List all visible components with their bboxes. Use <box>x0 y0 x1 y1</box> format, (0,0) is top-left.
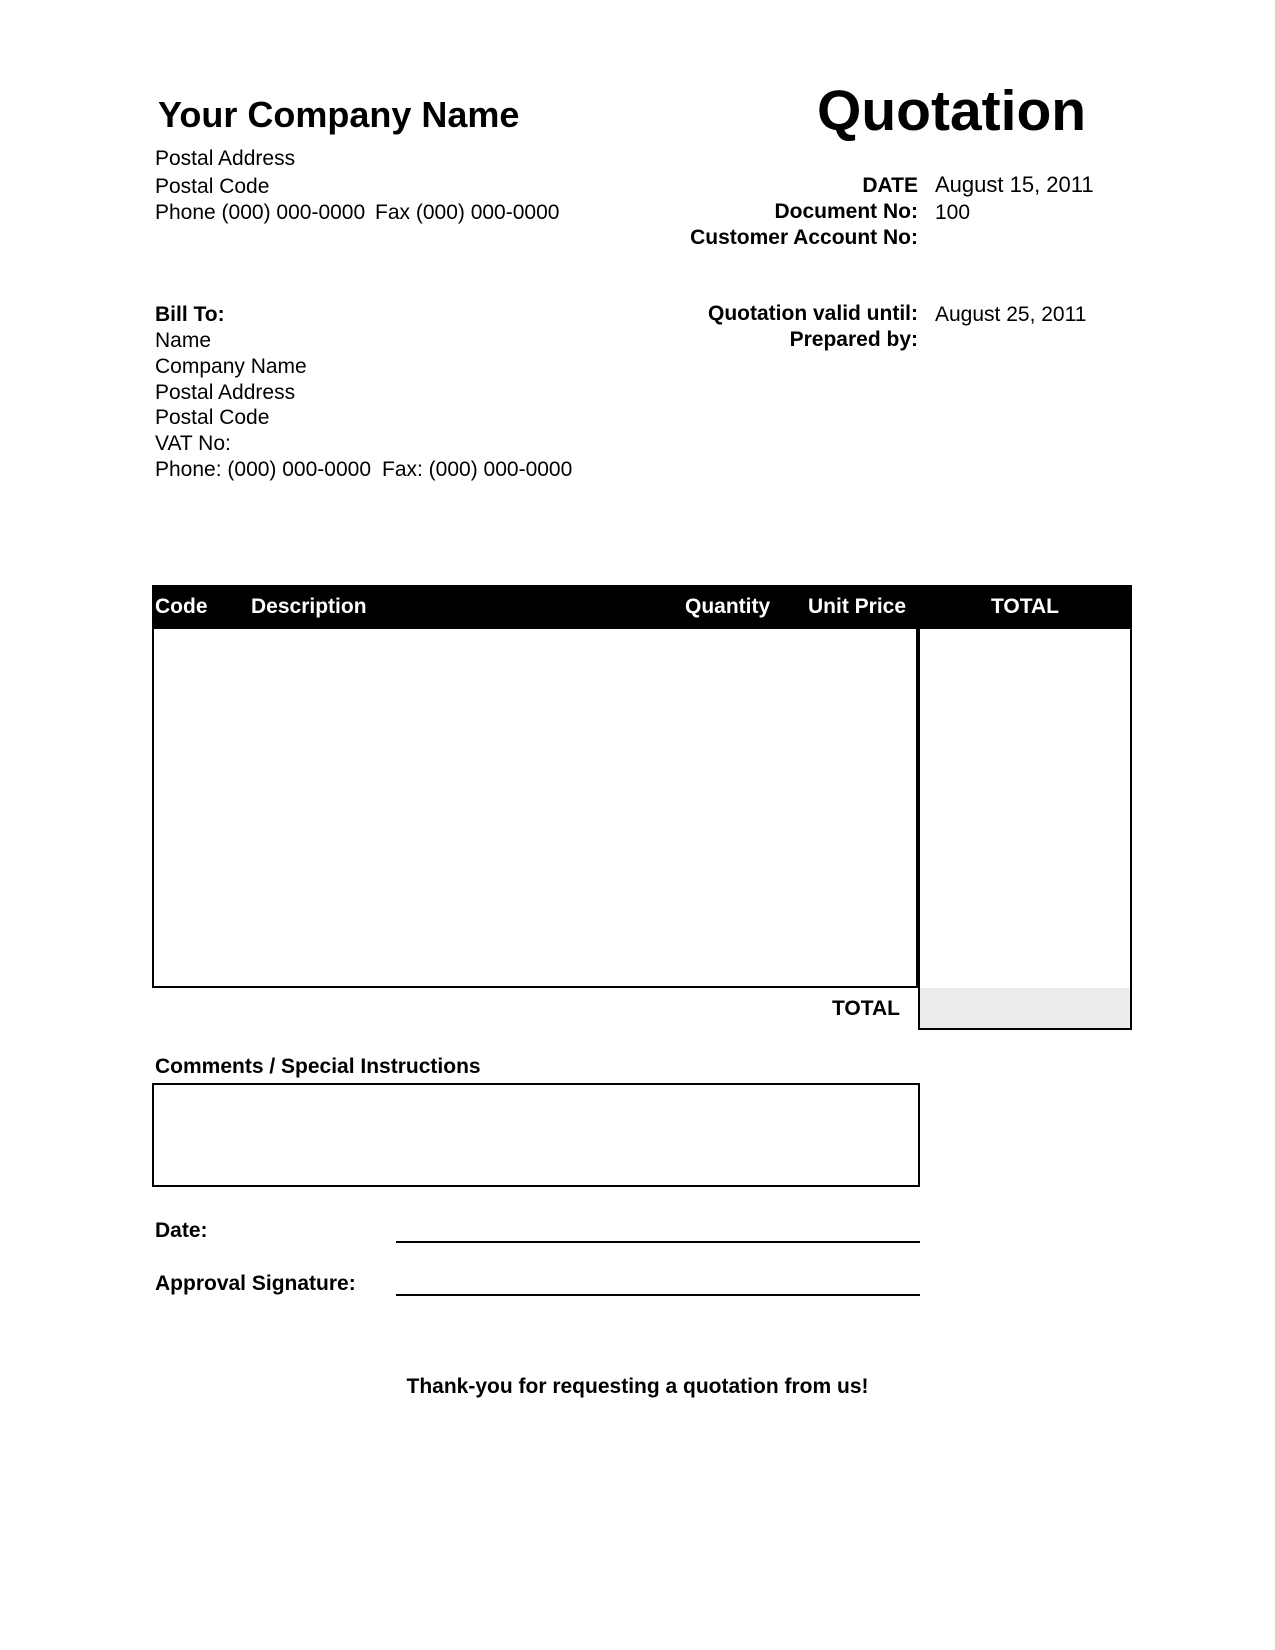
bill-to-company-name: Company Name <box>155 355 307 378</box>
thank-you-message: Thank-you for requesting a quotation from us! <box>406 1375 869 1398</box>
bill-to-postal-code: Postal Code <box>155 406 270 429</box>
company-postal-code: Postal Code <box>155 175 270 198</box>
document-no-value: 100 <box>935 201 971 224</box>
date-label: DATE <box>862 174 918 197</box>
approval-signature-label: Approval Signature: <box>155 1272 356 1295</box>
comments-box[interactable] <box>152 1083 920 1187</box>
comments-heading: Comments / Special Instructions <box>155 1055 481 1078</box>
grand-total-cell[interactable] <box>918 988 1132 1030</box>
approval-date-label: Date: <box>155 1219 208 1242</box>
date-value: August 15, 2011 <box>935 172 1094 197</box>
prepared-by-label: Prepared by: <box>789 328 918 351</box>
bill-to-name: Name <box>155 329 212 352</box>
grand-total-label: TOTAL <box>831 997 900 1020</box>
column-header-total: TOTAL <box>990 595 1060 618</box>
company-name: Your Company Name <box>158 94 520 135</box>
column-header-description: Description <box>251 595 367 618</box>
company-phone: Phone (000) 000-0000 <box>155 201 366 224</box>
bill-to-phone: Phone: (000) 000-0000 <box>155 458 371 481</box>
document-title: Quotation <box>817 79 1087 143</box>
bill-to-heading: Bill To: <box>155 303 225 326</box>
company-postal-address: Postal Address <box>155 147 296 170</box>
customer-account-label: Customer Account No: <box>690 226 918 249</box>
approval-signature-line[interactable] <box>396 1294 920 1296</box>
valid-until-label: Quotation valid until: <box>708 302 918 325</box>
items-table-header <box>152 585 1132 629</box>
bill-to-postal-address: Postal Address <box>155 381 296 404</box>
company-fax: Fax (000) 000-0000 <box>375 201 560 224</box>
items-total-column[interactable] <box>918 628 1132 990</box>
bill-to-fax: Fax: (000) 000-0000 <box>382 458 573 481</box>
valid-until-value: August 25, 2011 <box>935 303 1087 326</box>
approval-date-line[interactable] <box>396 1241 920 1243</box>
column-header-code: Code <box>155 595 208 618</box>
bill-to-vat: VAT No: <box>155 432 231 455</box>
document-no-label: Document No: <box>774 200 918 223</box>
column-header-unit-price: Unit Price <box>808 595 907 618</box>
items-table-body[interactable] <box>152 628 918 988</box>
column-header-quantity: Quantity <box>685 595 771 618</box>
